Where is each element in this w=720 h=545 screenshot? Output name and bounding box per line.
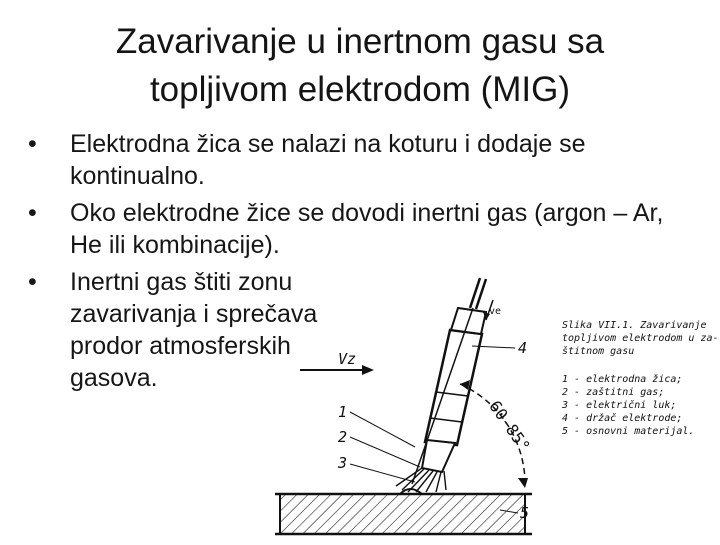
title-line-2: topljivom elektrodom (MIG) <box>149 70 571 109</box>
angle-label: 60-85° <box>485 397 534 456</box>
label-5: 5 <box>520 504 530 522</box>
figure-caption: Slika VII.1. Zavarivanje topljivom elektrodom u za- štitnom gasu <box>562 320 719 357</box>
bullet-dot: • <box>28 199 37 227</box>
travel-speed-arrow <box>300 365 374 375</box>
welding-diagram <box>270 272 720 540</box>
label-1: 1 <box>338 403 348 421</box>
figure-legend <box>561 373 694 437</box>
base-material <box>275 494 532 534</box>
slide-title <box>0 18 720 114</box>
bullet-item-2 <box>28 197 698 261</box>
mig-welding-figure <box>270 272 720 540</box>
legend-item-2: 2 - zaštitni gas; <box>562 387 665 398</box>
bullet-text-1: Elektrodna žica se nalazi na koturu i dodaje se kontinualno. <box>70 130 586 190</box>
label-2: 2 <box>338 428 348 446</box>
bullet-text-3: Inertni gas štiti zonu zavarivanja i sprečava prodor atmosferskih gasova. <box>70 268 318 392</box>
label-3: 3 <box>338 454 348 472</box>
electrode-holder <box>422 308 486 472</box>
bullet-text-2: Oko elektrodne žice se dovodi inertni gas (argon – Ar, He ili kombinacije). <box>70 199 664 259</box>
bullet-item-1 <box>28 128 698 192</box>
wire-feed-label: ve <box>489 306 502 317</box>
bullet-dot: • <box>28 130 37 158</box>
speed-label: Vz <box>338 350 357 368</box>
legend-item-5: 5 - osnovni materijal. <box>562 426 695 437</box>
legend-item-1: 1 - elektrodna žica; <box>562 374 683 385</box>
label-4: 4 <box>518 339 528 357</box>
angle-arrow-icon <box>518 478 528 488</box>
legend-item-3: 3 - električni luk; <box>562 400 677 411</box>
title-line-1: Zavarivanje u inertnom gasu sa <box>115 22 605 61</box>
bullet-dot: • <box>28 268 37 296</box>
legend-item-4: 4 - držač elektrode; <box>562 413 683 424</box>
